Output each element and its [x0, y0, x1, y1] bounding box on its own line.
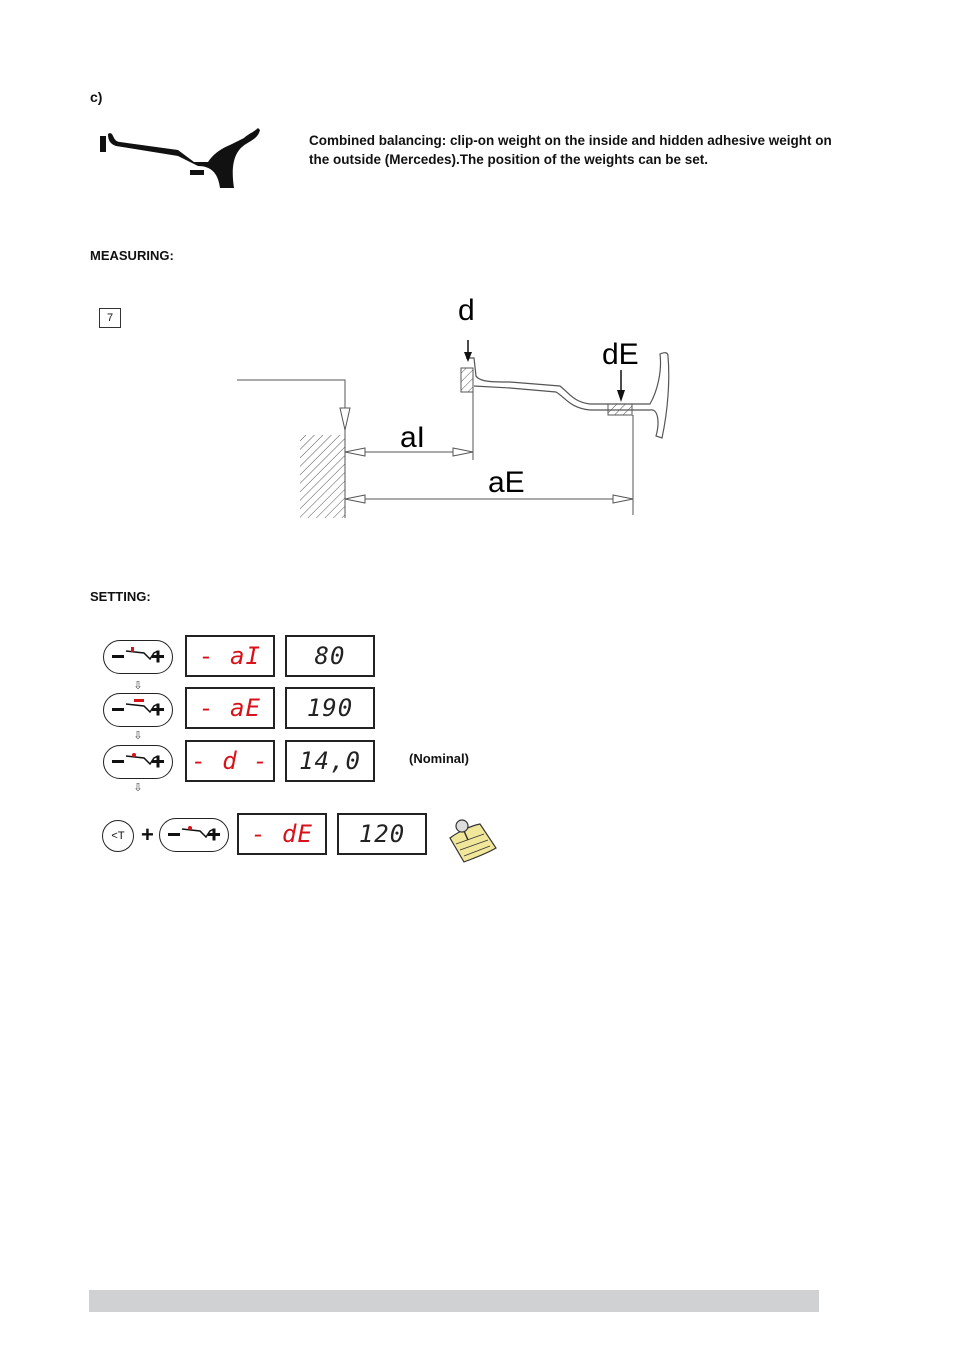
label-aI: aI — [400, 421, 426, 454]
section-label: c) — [90, 89, 103, 105]
weight-position-button[interactable] — [159, 818, 229, 852]
description-text: Combined balancing: clip-on weight on the inside and hidden adhesive weight on the outside (Mercedes).The position of the weights can be set. — [309, 133, 832, 167]
down-arrow-icon: ⇩ — [133, 782, 143, 794]
value-display: 14,0 — [285, 740, 375, 782]
t-key-label: <T — [111, 830, 125, 842]
weight-position-button-icon — [104, 641, 172, 673]
code-display: - aI — [185, 635, 275, 677]
nominal-note: (Nominal) — [409, 751, 469, 766]
weight-position-button[interactable] — [103, 745, 173, 779]
value-display: 190 — [285, 687, 375, 729]
inner-weight-hatch — [461, 368, 473, 392]
machine-body-hatch — [300, 435, 345, 518]
value-display: 80 — [285, 635, 375, 677]
value-display: 120 — [337, 813, 427, 855]
code-display: - aE — [185, 687, 275, 729]
label-dE: dE — [602, 338, 639, 371]
figure-number: 7 — [99, 308, 121, 328]
weight-position-button-icon — [160, 819, 228, 851]
code-display: - dE — [237, 813, 327, 855]
outer-weight-hatch — [608, 404, 632, 415]
down-arrow-icon: ⇩ — [133, 730, 143, 742]
note-pin-icon — [444, 814, 502, 866]
weight-position-button[interactable] — [103, 640, 173, 674]
down-arrow-icon: ⇩ — [133, 680, 143, 692]
plus-sign: + — [141, 822, 154, 847]
weight-position-button-icon — [104, 746, 172, 778]
footer-bar — [89, 1290, 819, 1312]
code-display: - d - — [185, 740, 275, 782]
measuring-heading: MEASURING: — [90, 248, 174, 263]
label-aE: aE — [488, 466, 525, 499]
wheel-profile-icon — [98, 122, 264, 192]
measurement-diagram — [230, 290, 680, 530]
setting-heading: SETTING: — [90, 589, 151, 604]
weight-position-button-icon — [104, 694, 172, 726]
t-key-button[interactable] — [102, 820, 134, 852]
label-d: d — [458, 294, 475, 327]
weight-position-button[interactable] — [103, 693, 173, 727]
